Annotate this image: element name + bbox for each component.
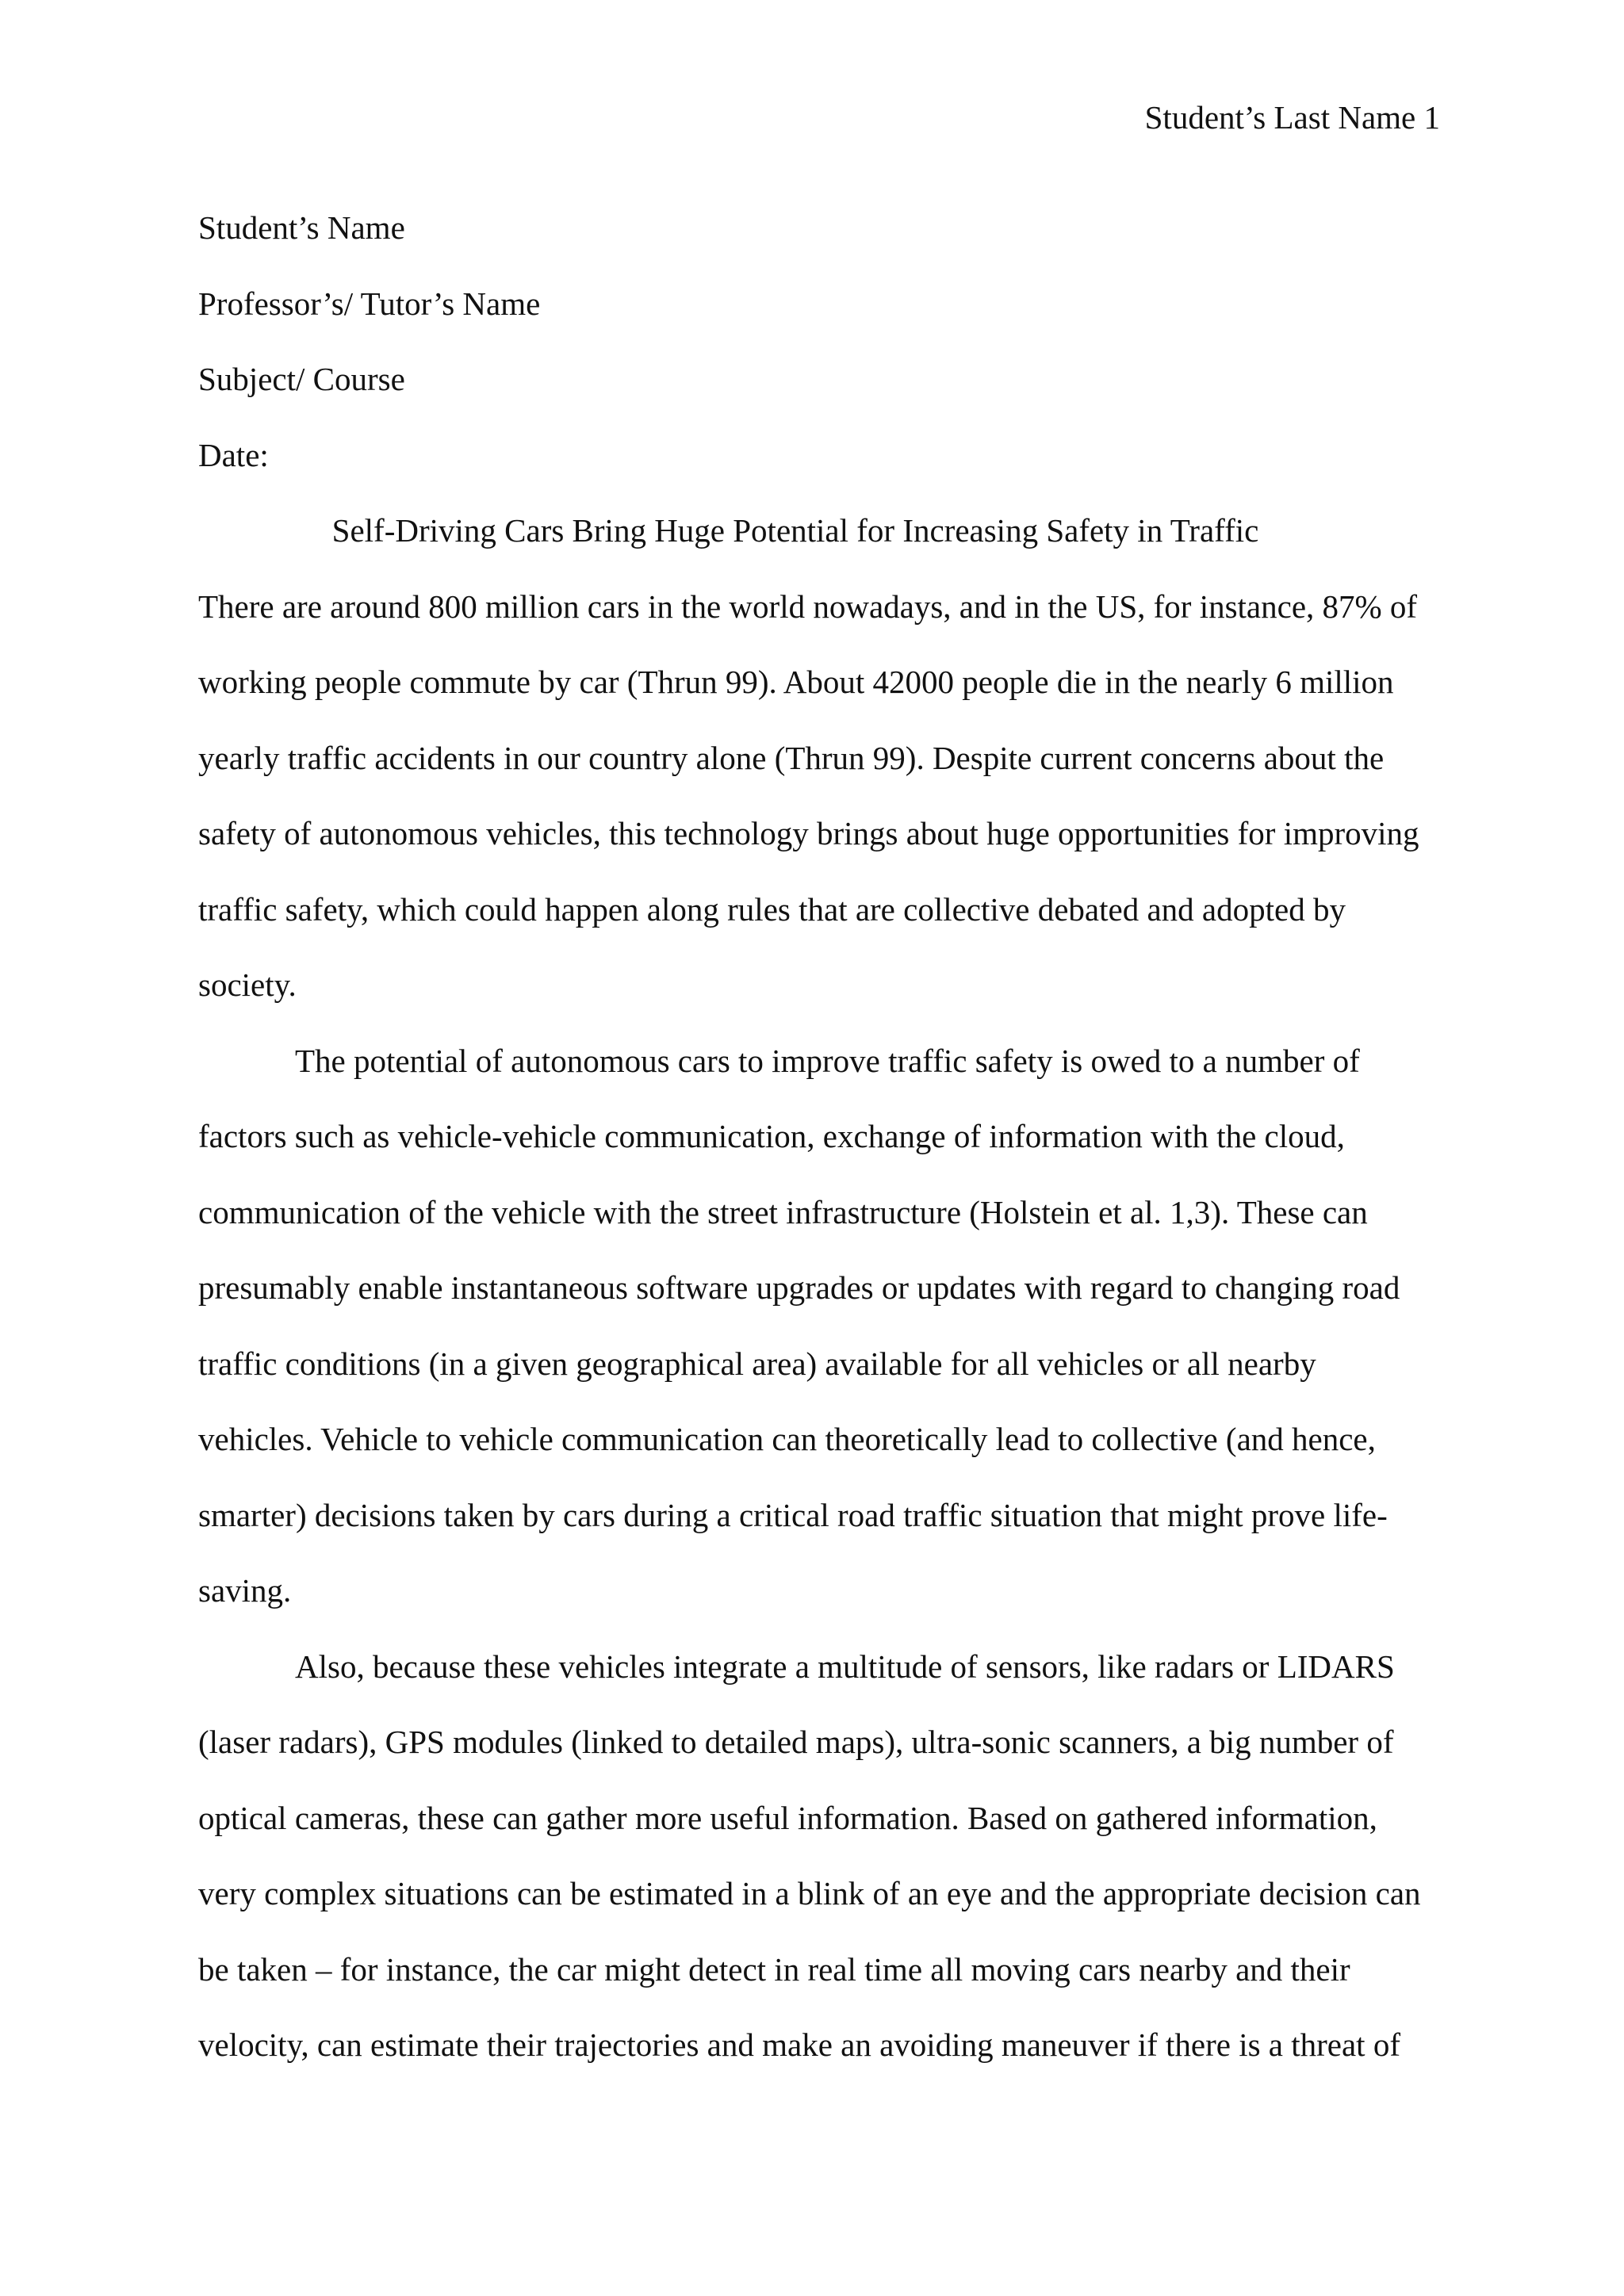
paragraph-line: working people commute by car (Thrun 99). About 42000 people die in the nearly 6 million [198, 664, 1394, 700]
paragraph-1 [198, 569, 1435, 1024]
header-page-number: 1 [1423, 99, 1440, 136]
paragraph-line: vehicles. Vehicle to vehicle communication can theoretically lead to collective (and hence, [198, 1421, 1376, 1457]
essay-title: Self-Driving Cars Bring Huge Potential for Increasing Safety in Traffic [331, 512, 1259, 549]
professor-name: Professor’s/ Tutor’s Name [198, 285, 541, 322]
document-body [198, 190, 1435, 2084]
paragraph-line: saving. [198, 1572, 292, 1609]
paragraph-line: There are around 800 million cars in the world nowadays, and in the US, for instance, 87% of [198, 587, 1418, 625]
paragraph-line: Also, because these vehicles integrate a multitude of sensors, like radars or LIDARS [295, 1647, 1395, 1685]
paragraph-line: traffic safety, which could happen along rules that are collective debated and adopted by [198, 890, 1346, 928]
paragraph-line: society. [198, 966, 297, 1003]
paragraph-line: smarter) decisions taken by cars during a critical road traffic situation that might prove life- [198, 1496, 1388, 1533]
paragraph-line: communication of the vehicle with the street infrastructure (Holstein et al. 1,3). These can [198, 1193, 1368, 1230]
paragraph-line: presumably enable instantaneous software upgrades or updates with regard to changing road [198, 1269, 1400, 1306]
paragraph-line: optical cameras, these can gather more useful information. Based on gathered information, [198, 1799, 1377, 1836]
paragraph-line: The potential of autonomous cars to improve traffic safety is owed to a number of [295, 1042, 1360, 1079]
student-name: Student’s Name [198, 209, 405, 246]
paragraph-line: very complex situations can be estimated in a blink of an eye and the appropriate decision can [198, 1875, 1421, 1911]
paragraph-line: yearly traffic accidents in our country alone (Thrun 99). Despite current concerns about the [198, 739, 1385, 776]
paragraph-2 [198, 1024, 1435, 1629]
paragraph-line: (laser radars), GPS modules (linked to detailed maps), ultra-sonic scanners, a big number of [198, 1724, 1394, 1760]
paragraph-line: safety of autonomous vehicles, this technology brings about huge opportunities for improving [198, 815, 1419, 851]
header-last-name: Student’s Last Name [1144, 99, 1416, 136]
running-header [1145, 94, 1440, 141]
paragraph-line: traffic conditions (in a given geographical area) available for all vehicles or all nearby [198, 1345, 1316, 1382]
subject-course: Subject/ Course [198, 361, 405, 397]
paragraph-3 [198, 1629, 1435, 2084]
paragraph-line: factors such as vehicle-vehicle communication, exchange of information with the cloud, [198, 1118, 1345, 1154]
date-line: Date: [198, 436, 269, 473]
paragraph-line: be taken – for instance, the car might detect in real time all moving cars nearby and their [198, 1950, 1350, 1988]
paragraph-line: velocity, can estimate their trajectories and make an avoiding maneuver if there is a threat of [198, 2026, 1400, 2063]
